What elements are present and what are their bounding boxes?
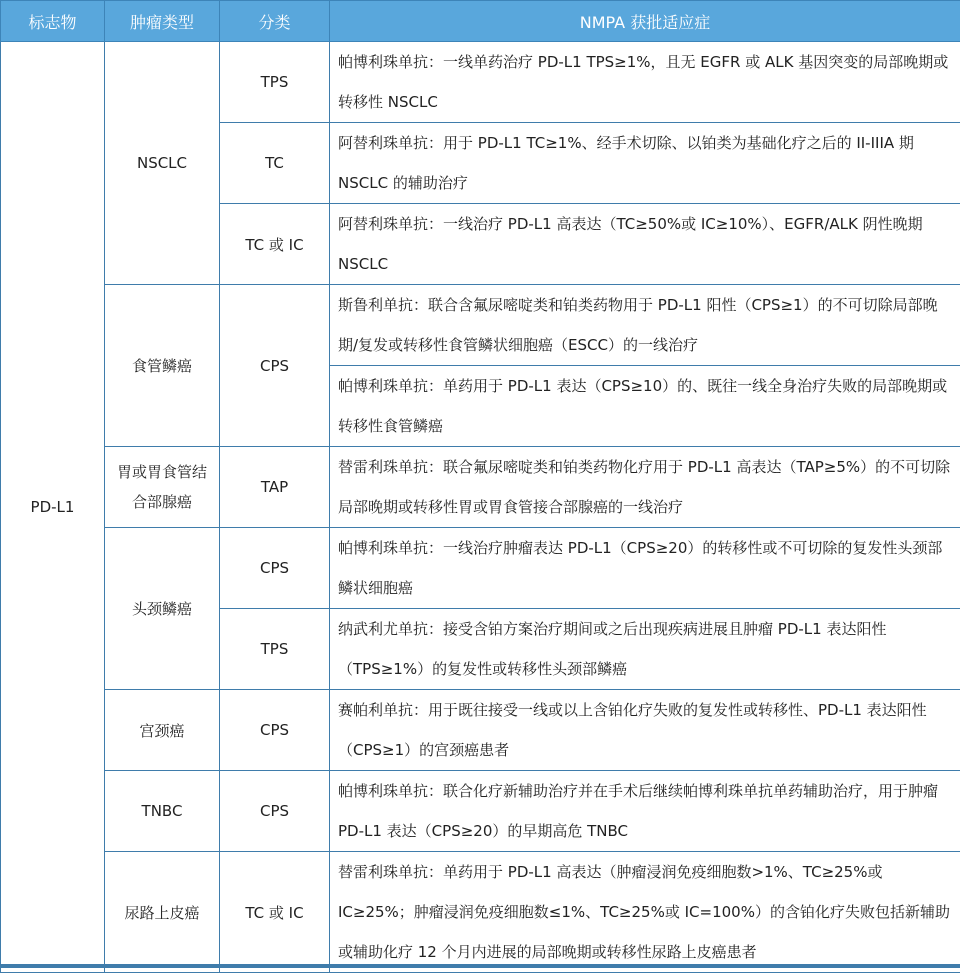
tumor-hnscc: 头颈鳞癌	[105, 528, 220, 690]
indication-cell: 帕博利珠单抗：联合化疗新辅助治疗并在手术后继续帕博利珠单抗单药辅助治疗，用于肿瘤 PD-L1 表达（CPS≥20）的早期高危 TNBC	[330, 771, 960, 852]
tumor-cervical: 宫颈癌	[105, 690, 220, 771]
table-row	[1, 42, 960, 123]
category-cell: TC 或 IC	[220, 852, 330, 973]
table-row	[1, 690, 960, 771]
indication-cell: 帕博利珠单抗：一线治疗肿瘤表达 PD-L1（CPS≥20）的转移性或不可切除的复发性头颈部鳞状细胞癌	[330, 528, 960, 609]
indication-cell: 斯鲁利单抗：联合含氟尿嘧啶类和铂类药物用于 PD-L1 阳性（CPS≥1）的不可切除局部晚期/复发或转移性食管鳞状细胞癌（ESCC）的一线治疗	[330, 285, 960, 366]
tumor-tnbc: TNBC	[105, 771, 220, 852]
tumor-gastric: 胃或胃食管结合部腺癌	[105, 447, 220, 528]
header-indication: NMPA 获批适应症	[330, 1, 960, 42]
category-cell: CPS	[220, 771, 330, 852]
indication-cell: 纳武利尤单抗：接受含铂方案治疗期间或之后出现疾病进展且肿瘤 PD-L1 表达阳性（TPS≥1%）的复发性或转移性头颈部鳞癌	[330, 609, 960, 690]
table-row	[1, 447, 960, 528]
header-row	[1, 1, 960, 42]
indication-cell: 阿替利珠单抗：用于 PD-L1 TC≥1%、经手术切除、以铂类为基础化疗之后的 II-IIIA 期 NSCLC 的辅助治疗	[330, 123, 960, 204]
table-row	[1, 771, 960, 852]
category-cell: CPS	[220, 528, 330, 609]
indication-cell: 替雷利珠单抗：单药用于 PD-L1 高表达（肿瘤浸润免疫细胞数>1%、TC≥25%或 IC≥25%；肿瘤浸润免疫细胞数≤1%、TC≥25%或 IC=100%）的含铂化疗失败包括新辅助或辅助化疗 12 个月内进展的局部晚期或转移性尿路上皮癌患者	[330, 852, 960, 973]
header-biomarker: 标志物	[1, 1, 105, 42]
table-bottom-border	[0, 964, 960, 968]
biomarker-cell: PD-L1	[1, 42, 105, 973]
indication-cell: 阿替利珠单抗：一线治疗 PD-L1 高表达（TC≥50%或 IC≥10%）、EGFR/ALK 阴性晚期 NSCLC	[330, 204, 960, 285]
category-cell: CPS	[220, 285, 330, 447]
category-cell: TPS	[220, 609, 330, 690]
indication-cell: 替雷利珠单抗：联合氟尿嘧啶类和铂类药物化疗用于 PD-L1 高表达（TAP≥5%）的不可切除局部晚期或转移性胃或胃食管接合部腺癌的一线治疗	[330, 447, 960, 528]
table-row	[1, 528, 960, 609]
header-category: 分类	[220, 1, 330, 42]
indication-cell: 帕博利珠单抗：单药用于 PD-L1 表达（CPS≥10）的、既往一线全身治疗失败的局部晚期或转移性食管鳞癌	[330, 366, 960, 447]
category-cell: TPS	[220, 42, 330, 123]
tumor-uc: 尿路上皮癌	[105, 852, 220, 973]
table-row	[1, 852, 960, 973]
category-cell: CPS	[220, 690, 330, 771]
indication-cell: 帕博利珠单抗：一线单药治疗 PD-L1 TPS≥1%，且无 EGFR 或 ALK 基因突变的局部晚期或转移性 NSCLC	[330, 42, 960, 123]
category-cell: TC	[220, 123, 330, 204]
indication-cell: 赛帕利单抗：用于既往接受一线或以上含铂化疗失败的复发性或转移性、PD-L1 表达阳性（CPS≥1）的宫颈癌患者	[330, 690, 960, 771]
tumor-escc: 食管鳞癌	[105, 285, 220, 447]
tumor-nsclc: NSCLC	[105, 42, 220, 285]
header-tumor-type: 肿瘤类型	[105, 1, 220, 42]
category-cell: TAP	[220, 447, 330, 528]
table-row	[1, 285, 960, 366]
category-cell: TC 或 IC	[220, 204, 330, 285]
